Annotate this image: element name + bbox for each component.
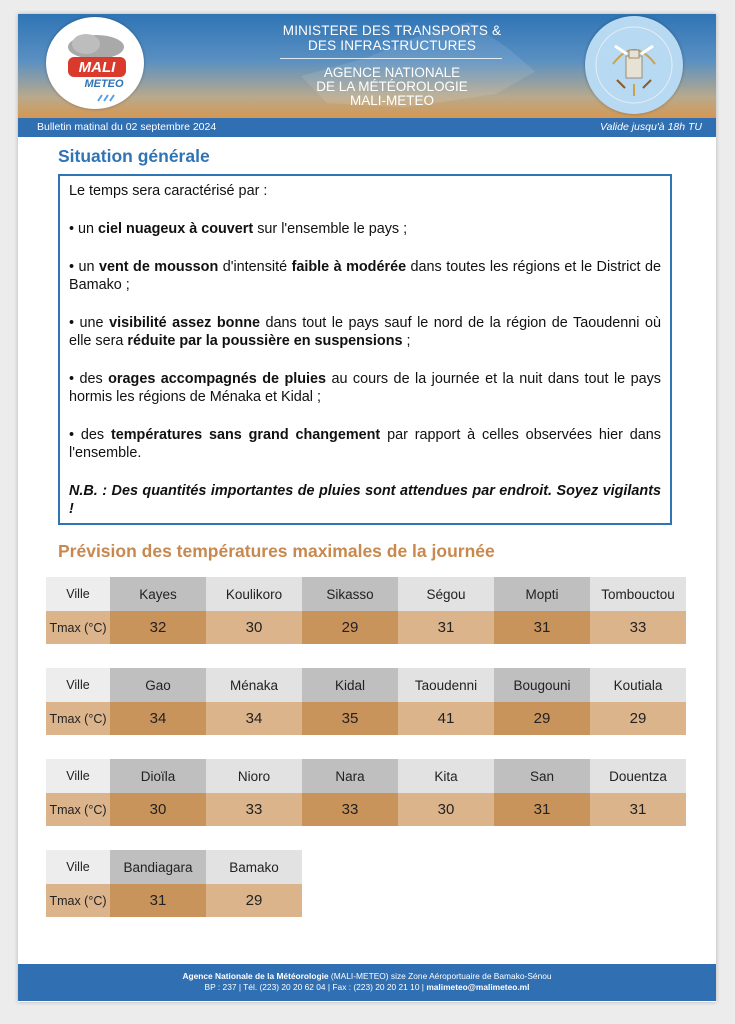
tmax-row-label: Tmax (°C) [46, 611, 110, 644]
tmax-row [46, 793, 686, 826]
city-row [46, 759, 686, 793]
tmax-cell: 30 [398, 793, 494, 826]
tmax-cell: 29 [302, 611, 398, 644]
city-cell: Bandiagara [110, 850, 206, 884]
city-row [46, 668, 686, 702]
situation-item: • une visibilité assez bonne dans tout le pays sauf le nord de la région de Taoudenni où elle sera réduite par la poussière en suspensions ; [69, 315, 661, 349]
tmax-cell: 31 [590, 793, 686, 826]
forecast-title: Prévision des températures maximales de la journée [58, 541, 495, 561]
tmax-cell: 31 [398, 611, 494, 644]
situation-note: N.B. : Des quantités importantes de pluies sont attendues par endroit. Soyez vigilants ! [69, 483, 661, 517]
situation-item: • des orages accompagnés de pluies au cours de la journée et la nuit dans tout le pays hormis les régions de Ménaka et Kidal ; [69, 371, 661, 405]
situation-item: • des températures sans grand changement par rapport à celles observées hier dans l'ensemble. [69, 427, 661, 461]
situation-title: Situation générale [58, 146, 210, 166]
agency-name: AGENCE NATIONALE DE LA MÉTÉOROLOGIE MALI-METEO [316, 65, 468, 108]
tmax-cell: 29 [206, 884, 302, 917]
mali-republic-emblem [585, 16, 683, 114]
city-cell: Dioïla [110, 759, 206, 793]
situation-item: • un vent de mousson d'intensité faible à modérée dans toutes les régions et le District de Bamako ; [69, 259, 661, 293]
city-cell: Douentza [590, 759, 686, 793]
situation-intro: Le temps sera caractérisé par : [69, 183, 268, 199]
city-row-label: Ville [46, 577, 110, 611]
tmax-row-label: Tmax (°C) [46, 702, 110, 735]
forecast-table-3 [46, 759, 686, 826]
city-cell: Koulikoro [206, 577, 302, 611]
footer-email[interactable]: malimeteo@malimeteo.ml [426, 982, 530, 992]
forecast-table-4 [46, 850, 302, 917]
city-cell: Nara [302, 759, 398, 793]
tmax-cell: 30 [206, 611, 302, 644]
footer-address: Agence Nationale de la Météorologie (MALI-METEO) size Zone Aéroportuaire de Bamako-Sénou [182, 971, 552, 981]
tmax-row [46, 884, 302, 917]
svg-text:METEO: METEO [84, 78, 124, 90]
city-cell: Ménaka [206, 668, 302, 702]
header-banner [18, 14, 716, 118]
tmax-row-label: Tmax (°C) [46, 793, 110, 826]
tmax-cell: 32 [110, 611, 206, 644]
city-cell: Koutiala [590, 668, 686, 702]
city-cell: Bamako [206, 850, 302, 884]
city-cell: Tombouctou [590, 577, 686, 611]
city-cell: Nioro [206, 759, 302, 793]
forecast-table-1 [46, 577, 686, 644]
city-row-label: Ville [46, 850, 110, 884]
city-cell: San [494, 759, 590, 793]
city-row [46, 850, 302, 884]
tmax-cell: 33 [590, 611, 686, 644]
ministry-name: MINISTERE DES TRANSPORTS & DES INFRASTRUCTURES [282, 23, 502, 53]
city-cell: Mopti [494, 577, 590, 611]
city-cell: Taoudenni [398, 668, 494, 702]
city-cell: Sikasso [302, 577, 398, 611]
city-cell: Kita [398, 759, 494, 793]
city-cell: Bougouni [494, 668, 590, 702]
tmax-cell: 41 [398, 702, 494, 735]
tmax-cell: 29 [590, 702, 686, 735]
city-cell: Kayes [110, 577, 206, 611]
tmax-cell: 35 [302, 702, 398, 735]
bulletin-info-bar [18, 118, 716, 137]
mali-meteo-logo [46, 17, 144, 109]
tmax-cell: 34 [206, 702, 302, 735]
tmax-cell: 31 [494, 611, 590, 644]
tmax-row [46, 611, 686, 644]
tmax-cell: 34 [110, 702, 206, 735]
city-cell: Gao [110, 668, 206, 702]
tmax-cell: 30 [110, 793, 206, 826]
svg-text:MALI: MALI [78, 59, 116, 76]
tmax-row [46, 702, 686, 735]
bulletin-date: Bulletin matinal du 02 septembre 2024 [37, 121, 217, 133]
tmax-cell: 33 [206, 793, 302, 826]
city-row-label: Ville [46, 668, 110, 702]
city-cell: Kidal [302, 668, 398, 702]
situation-item: • un ciel nuageux à couvert sur l'ensemble le pays ; [69, 221, 408, 237]
bulletin-page [18, 14, 716, 1002]
situation-box [58, 174, 672, 525]
city-cell: Ségou [398, 577, 494, 611]
validity-text: Valide jusqu'à 18h TU [599, 121, 702, 133]
forecast-table-2 [46, 668, 686, 735]
tmax-cell: 31 [494, 793, 590, 826]
header-divider [280, 58, 502, 59]
footer-bar [18, 964, 716, 1001]
city-row [46, 577, 686, 611]
tmax-cell: 31 [110, 884, 206, 917]
footer-contact: BP : 237 | Tél. (223) 20 20 62 04 | Fax : (223) 20 20 21 10 | malimeteo@malimeteo.ml [204, 982, 530, 992]
tmax-cell: 29 [494, 702, 590, 735]
tmax-cell: 33 [302, 793, 398, 826]
tmax-row-label: Tmax (°C) [46, 884, 110, 917]
city-row-label: Ville [46, 759, 110, 793]
